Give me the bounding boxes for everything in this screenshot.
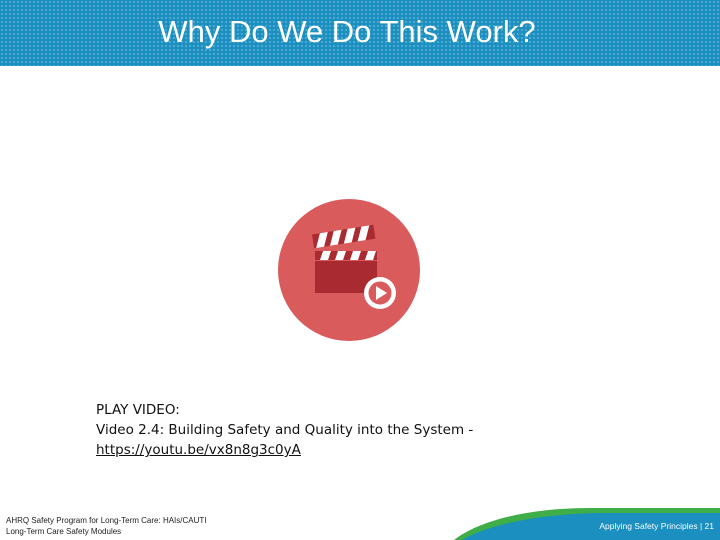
video-prompt: PLAY VIDEO: (96, 402, 180, 418)
video-link[interactable]: https://youtu.be/vx8n8g3c0yA (96, 442, 301, 458)
footer-source (6, 515, 207, 537)
video-title: Video 2.4: Building Safety and Quality into the System - (96, 422, 474, 438)
footer-source-line2: Long-Term Care Safety Modules (6, 527, 122, 536)
slide-title: Why Do We Do This Work? (158, 14, 536, 49)
video-caption (96, 400, 616, 460)
clapperboard-play-icon[interactable] (278, 199, 420, 341)
video-icon-graphic (278, 199, 420, 341)
title-bar (0, 0, 720, 66)
footer-source-line1: AHRQ Safety Program for Long-Term Care: HAIs/CAUTI (6, 516, 207, 525)
footer-page-label: Applying Safety Principles | 21 (599, 521, 714, 531)
